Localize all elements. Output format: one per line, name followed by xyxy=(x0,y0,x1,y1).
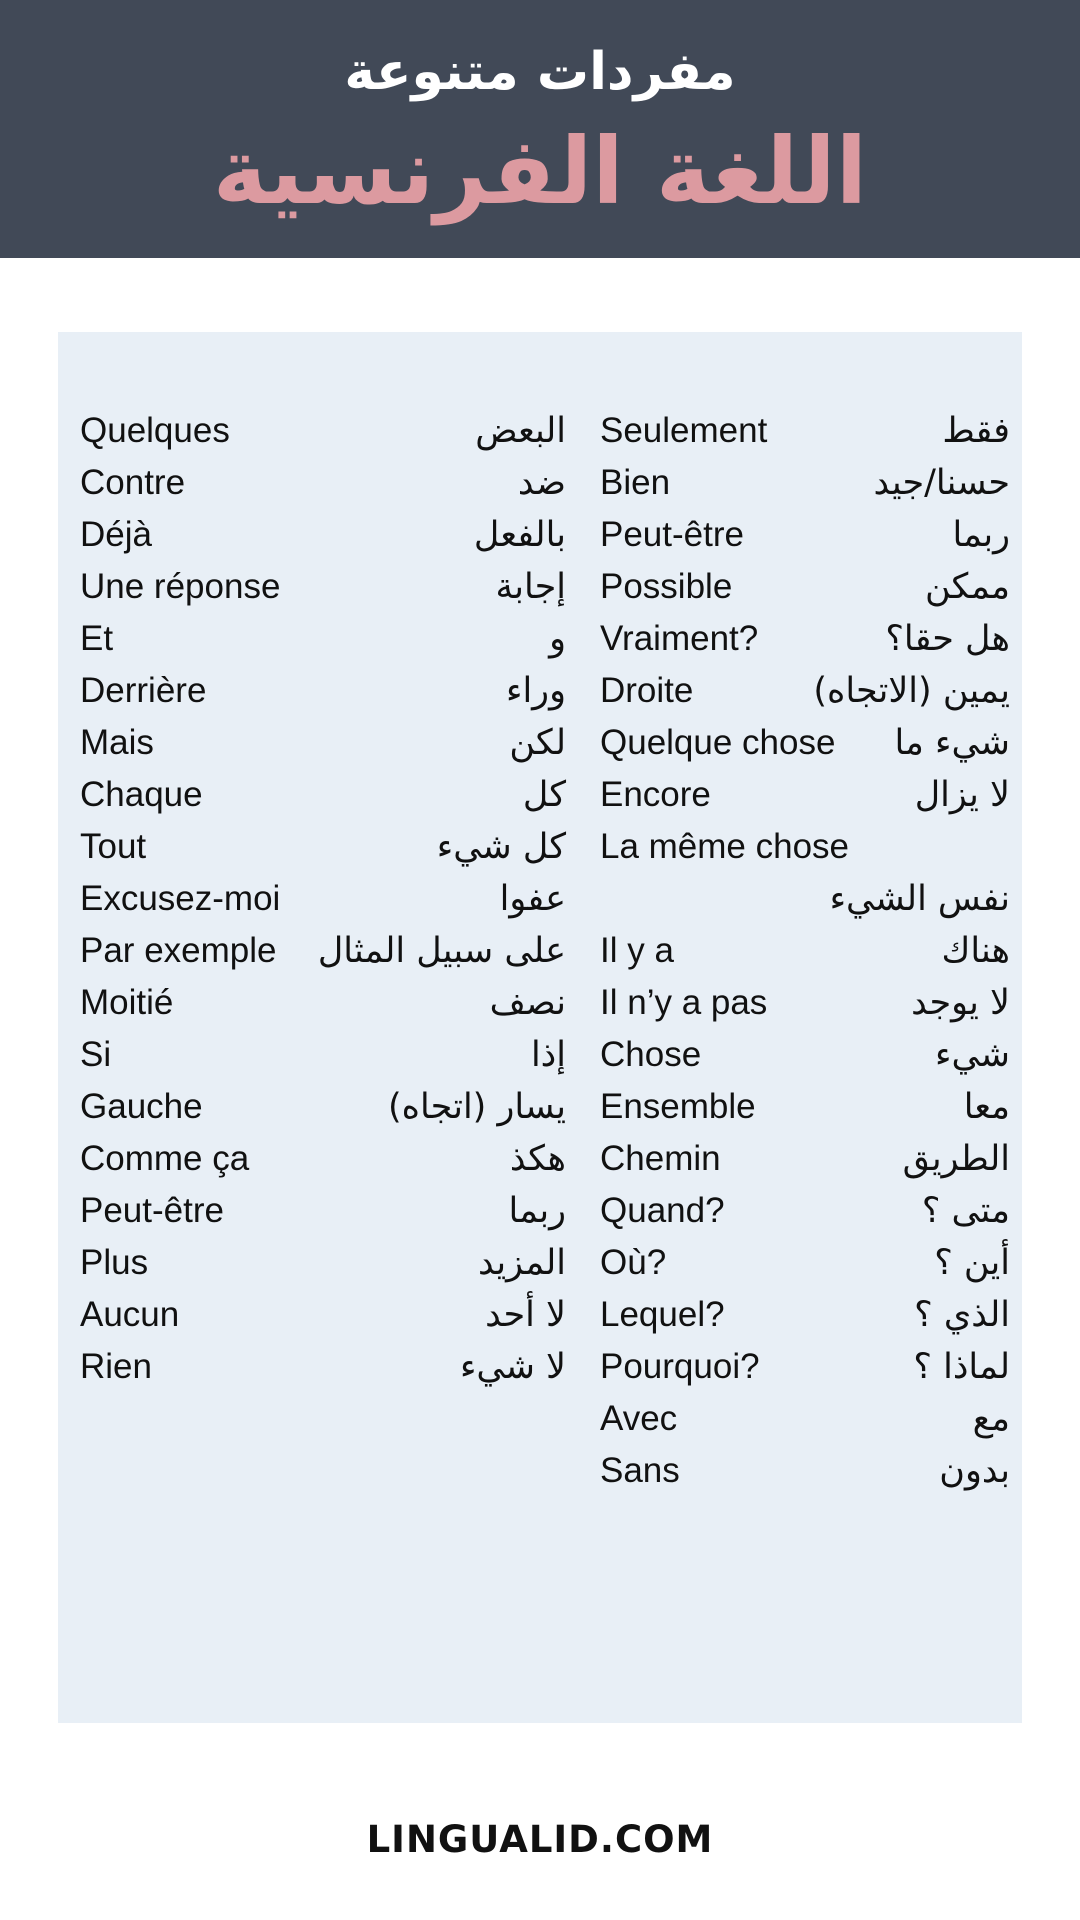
french-word: Aucun xyxy=(80,1295,180,1334)
vocab-row xyxy=(80,873,566,925)
arabic-translation: كل شيء xyxy=(436,827,566,867)
header-title: اللغة الفرنسية xyxy=(212,118,868,225)
french-word: Peut-être xyxy=(600,515,744,554)
vocab-row xyxy=(80,769,566,821)
vocab-row xyxy=(600,977,1010,1029)
vocab-row xyxy=(80,977,566,1029)
vocab-row xyxy=(600,665,1010,717)
french-word: Où? xyxy=(600,1243,667,1282)
vocab-row xyxy=(600,1289,1010,1341)
french-word: Seulement xyxy=(600,411,768,450)
vocab-row xyxy=(80,925,566,977)
arabic-translation: نفس الشيء xyxy=(829,879,1010,919)
french-word: Quelques xyxy=(80,411,230,450)
arabic-translation: شيء xyxy=(935,1035,1010,1075)
arabic-translation: الذي ؟ xyxy=(914,1295,1010,1335)
vocab-row xyxy=(600,561,1010,613)
arabic-translation: المزيد xyxy=(477,1243,566,1283)
french-word: Sans xyxy=(600,1451,680,1490)
vocab-row xyxy=(80,1081,566,1133)
french-word: Comme ça xyxy=(80,1139,250,1178)
french-word: Contre xyxy=(80,463,186,502)
arabic-translation: هناك xyxy=(941,931,1010,971)
header-subtitle: مفردات متنوعة xyxy=(344,42,736,102)
vocab-row xyxy=(600,769,1010,821)
vocab-row xyxy=(600,1341,1010,1393)
vocab-row xyxy=(600,925,1010,977)
vocab-row xyxy=(600,717,1010,769)
arabic-translation: لا أحد xyxy=(485,1295,566,1335)
arabic-translation: كل xyxy=(522,775,566,815)
arabic-translation: ممكن xyxy=(925,567,1010,607)
french-word: Une réponse xyxy=(80,567,281,606)
vocab-row xyxy=(600,405,1010,457)
french-word: Il n’y a pas xyxy=(600,983,768,1022)
french-word: Vraiment? xyxy=(600,619,759,658)
french-word: Chose xyxy=(600,1035,702,1074)
arabic-translation: بدون xyxy=(939,1451,1010,1491)
vocab-row xyxy=(80,1185,566,1237)
arabic-translation: فقط xyxy=(942,411,1010,451)
arabic-translation: لا يزال xyxy=(914,775,1010,815)
french-word: Mais xyxy=(80,723,154,762)
arabic-translation: حسنا/جيد xyxy=(873,463,1010,503)
arabic-translation: الطريق xyxy=(902,1139,1010,1179)
french-word: Excusez-moi xyxy=(80,879,281,918)
vocab-row xyxy=(80,405,566,457)
french-word: Tout xyxy=(80,827,147,866)
french-word: Et xyxy=(80,619,114,658)
arabic-translation: لا شيء xyxy=(459,1347,566,1387)
vocab-row xyxy=(600,613,1010,665)
arabic-translation: نصف xyxy=(489,983,566,1023)
french-word: Pourquoi? xyxy=(600,1347,760,1386)
french-word: Gauche xyxy=(80,1087,203,1126)
arabic-translation: و xyxy=(549,619,566,659)
vocab-row xyxy=(600,1237,1010,1289)
french-word: Avec xyxy=(600,1399,678,1438)
french-word: Possible xyxy=(600,567,733,606)
arabic-translation: معا xyxy=(963,1087,1010,1127)
arabic-translation: هل حقا؟ xyxy=(885,619,1010,659)
vocab-row xyxy=(600,1133,1010,1185)
vocabulary-column-left xyxy=(80,405,566,1393)
vocab-row xyxy=(80,1029,566,1081)
french-word: La même chose xyxy=(600,827,850,866)
french-word: Quand? xyxy=(600,1191,725,1230)
vocab-row xyxy=(80,457,566,509)
vocab-row xyxy=(600,1393,1010,1445)
vocab-row xyxy=(80,821,566,873)
arabic-translation: إذا xyxy=(530,1035,566,1075)
vocab-row xyxy=(600,509,1010,561)
vocab-row xyxy=(600,1185,1010,1237)
vocab-row xyxy=(80,1289,566,1341)
french-word: Chaque xyxy=(80,775,203,814)
french-word: Droite xyxy=(600,671,694,710)
vocab-row xyxy=(80,561,566,613)
arabic-translation: ربما xyxy=(508,1191,566,1231)
vocab-row xyxy=(600,1029,1010,1081)
french-word: Bien xyxy=(600,463,671,502)
french-word: Encore xyxy=(600,775,711,814)
arabic-translation: هكذ xyxy=(509,1139,566,1179)
french-word: Moitié xyxy=(80,983,174,1022)
french-word: Si xyxy=(80,1035,112,1074)
arabic-translation: على سبيل المثال xyxy=(317,931,566,971)
french-word: Peut-être xyxy=(80,1191,224,1230)
french-word: Déjà xyxy=(80,515,152,554)
arabic-translation: لا يوجد xyxy=(911,983,1010,1023)
arabic-translation: وراء xyxy=(506,671,566,711)
french-word: Quelque chose xyxy=(600,723,836,762)
vocab-row xyxy=(80,613,566,665)
french-word: Il y a xyxy=(600,931,674,970)
vocab-row xyxy=(600,821,1010,925)
vocab-row xyxy=(80,665,566,717)
arabic-translation: البعض xyxy=(475,411,566,451)
french-word: Ensemble xyxy=(600,1087,756,1126)
french-word: Rien xyxy=(80,1347,152,1386)
vocab-row xyxy=(600,1081,1010,1133)
french-word: Par exemple xyxy=(80,931,277,970)
footer-site: LINGUALID.COM xyxy=(366,1818,714,1861)
vocabulary-column-right xyxy=(600,405,1010,1497)
arabic-translation: مع xyxy=(972,1399,1010,1439)
arabic-translation: لماذا ؟ xyxy=(913,1347,1010,1387)
arabic-translation: عفوا xyxy=(499,879,566,919)
arabic-translation: أين ؟ xyxy=(934,1243,1010,1283)
vocab-row xyxy=(600,457,1010,509)
arabic-translation: شيء ما xyxy=(894,723,1010,763)
vocab-row xyxy=(80,1133,566,1185)
vocab-row xyxy=(80,509,566,561)
french-word: Derrière xyxy=(80,671,207,710)
vocab-row xyxy=(600,1445,1010,1497)
vocab-row xyxy=(80,717,566,769)
arabic-translation: يمين (الاتجاه) xyxy=(813,671,1010,711)
arabic-translation: ربما xyxy=(952,515,1010,555)
french-word: Plus xyxy=(80,1243,149,1282)
french-word: Lequel? xyxy=(600,1295,725,1334)
arabic-translation: يسار (اتجاه) xyxy=(387,1087,566,1127)
vocab-row xyxy=(80,1341,566,1393)
vocab-row xyxy=(80,1237,566,1289)
arabic-translation: متى ؟ xyxy=(921,1191,1010,1231)
french-word: Chemin xyxy=(600,1139,721,1178)
arabic-translation: لكن xyxy=(509,723,566,763)
arabic-translation: إجابة xyxy=(495,567,566,607)
arabic-translation: بالفعل xyxy=(473,515,566,555)
header-banner xyxy=(0,0,1080,258)
arabic-translation: ضد xyxy=(517,463,566,503)
